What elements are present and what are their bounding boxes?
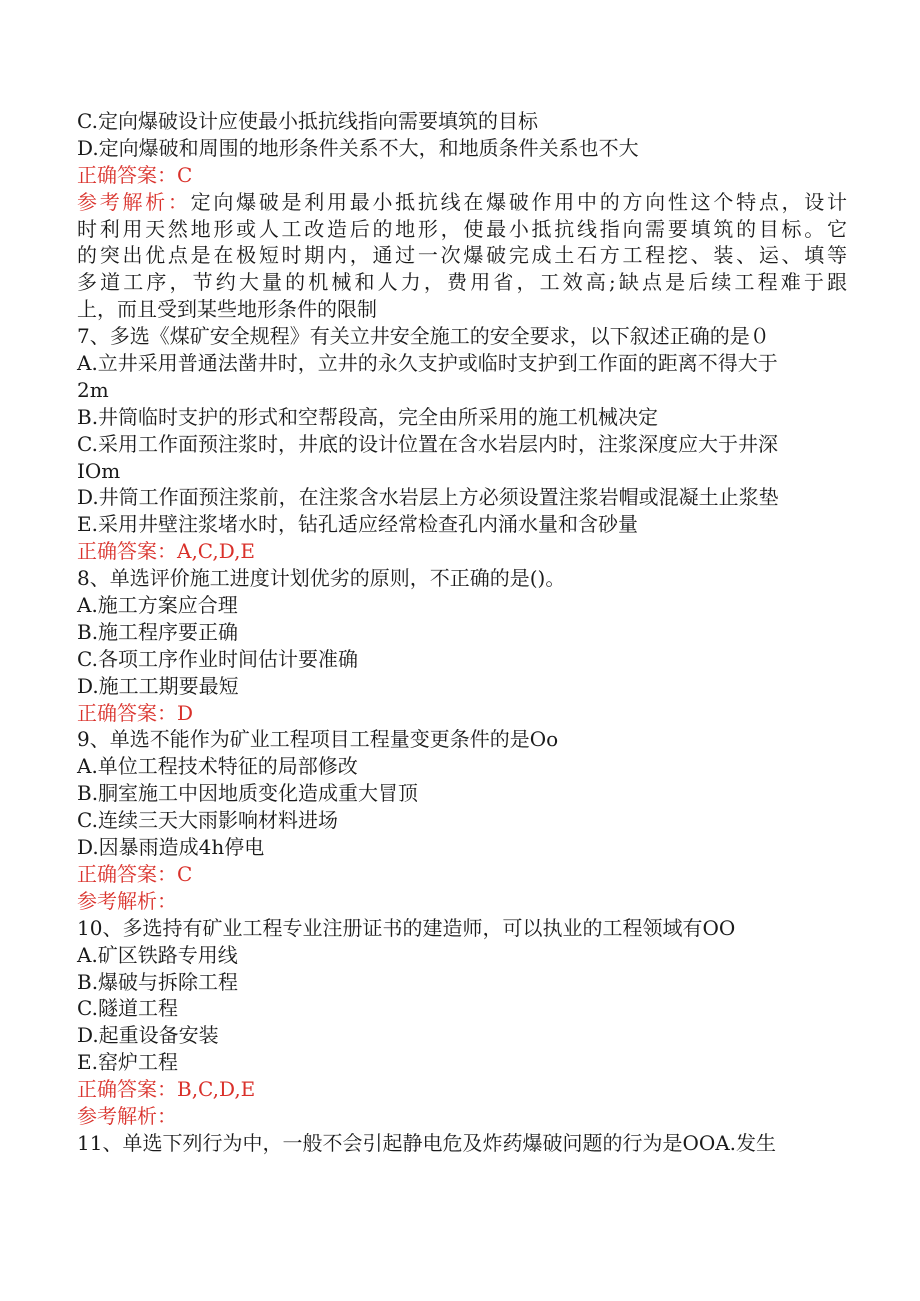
option-c-line: C.隧道工程 [77, 996, 178, 1021]
option-c-line: C.定向爆破设计应使最小抵抗线指向需要填筑的目标 [77, 109, 538, 133]
option-b-line: B.胴室施工中因地质变化造成重大冒顶 [77, 781, 419, 806]
option-c-line: C.连续三天大雨影响材料进场 [77, 808, 338, 833]
question-9: 9、单选不能作为矿业工程项目工程量变更条件的是Oo [77, 727, 559, 752]
analysis-label: 参考解析： [77, 888, 177, 913]
option-a-line: A.施工方案应合理 [77, 593, 238, 618]
option-b-line: B.施工程序要正确 [77, 619, 239, 644]
question-7: 7、多选《煤矿安全规程》有关立井安全施工的安全要求，以下叙述正确的是０ [77, 324, 770, 349]
answer-line: 正确答案：C [77, 861, 193, 886]
analysis-continuation: 多道工序，节约大量的机械和人力，费用省，工效高;缺点是后续工程难于跟 [77, 270, 847, 295]
option-d-line: D.起重设备安装 [77, 1023, 219, 1048]
answer-line: 正确答案：A,C,D,E [77, 539, 256, 564]
option-b-line: B.井筒临时支护的形式和空帮段高，完全由所采用的施工机械决定 [77, 404, 659, 429]
analysis-continuation: 上，而且受到某些地形条件的限制 [77, 297, 377, 322]
option-c-line: C.各项工序作业时间估计要准确 [77, 646, 358, 671]
option-a-line: A.立井采用普通法凿井时，立井的永久支护或临时支护到工作面的距离不得大于 [77, 351, 778, 376]
option-e-line: E.窑炉工程 [77, 1050, 178, 1075]
answer-line: 正确答案：C [77, 162, 193, 187]
analysis-continuation: 时利用天然地形或人工改造后的地形，使最小抵抗线指向需要填筑的目标。它 [77, 216, 847, 241]
analysis-line [77, 189, 847, 216]
question-11: 11、单选下列行为中，一般不会引起静电危及炸药爆破问题的行为是OOA.发生 [77, 1130, 777, 1155]
option-a-line: A.单位工程技术特征的局部修改 [77, 754, 358, 779]
analysis-label: 参考解析： [77, 189, 191, 214]
question-8: 8、单选评价施工进度计划优劣的原则，不正确的是()。 [77, 566, 566, 591]
option-d-line: D.施工工期要最短 [77, 673, 239, 698]
option-d-line: D.井筒工作面预注浆前，在注浆含水岩层上方必须设置注浆岩帽或混凝土止浆垫 [77, 485, 779, 510]
option-c-continuation: IOm [77, 458, 121, 483]
analysis-text: 定向爆破是利用最小抵抗线在爆破作用中的方向性这个特点，设计 [190, 189, 848, 214]
answer-line: 正确答案：B,C,D,E [77, 1077, 256, 1102]
option-a-continuation: 2m [77, 377, 109, 402]
option-b-line: B.爆破与拆除工程 [77, 969, 239, 994]
option-c-line: C.采用工作面预注浆时，井底的设计位置在含水岩层内时，注浆深度应大于井深 [77, 431, 778, 456]
option-d-line: D.因暴雨造成4h停电 [77, 835, 265, 860]
document-page [77, 108, 847, 1157]
option-a-line: A.矿区铁路专用线 [77, 942, 238, 967]
option-d-line: D.定向爆破和周围的地形条件关系不大，和地质条件关系也不大 [77, 135, 639, 160]
analysis-label: 参考解析： [77, 1103, 177, 1128]
answer-line: 正确答案：D [77, 700, 194, 725]
question-10: 10、多选持有矿业工程专业注册证书的建造师，可以执业的工程领域有OO [77, 915, 736, 940]
analysis-continuation: 的突出优点是在极短时期内，通过一次爆破完成土石方工程挖、装、运、填等 [77, 243, 847, 268]
option-e-line: E.采用井壁注浆堵水时，钻孔适应经常检查孔内涌水量和含砂量 [77, 512, 638, 537]
